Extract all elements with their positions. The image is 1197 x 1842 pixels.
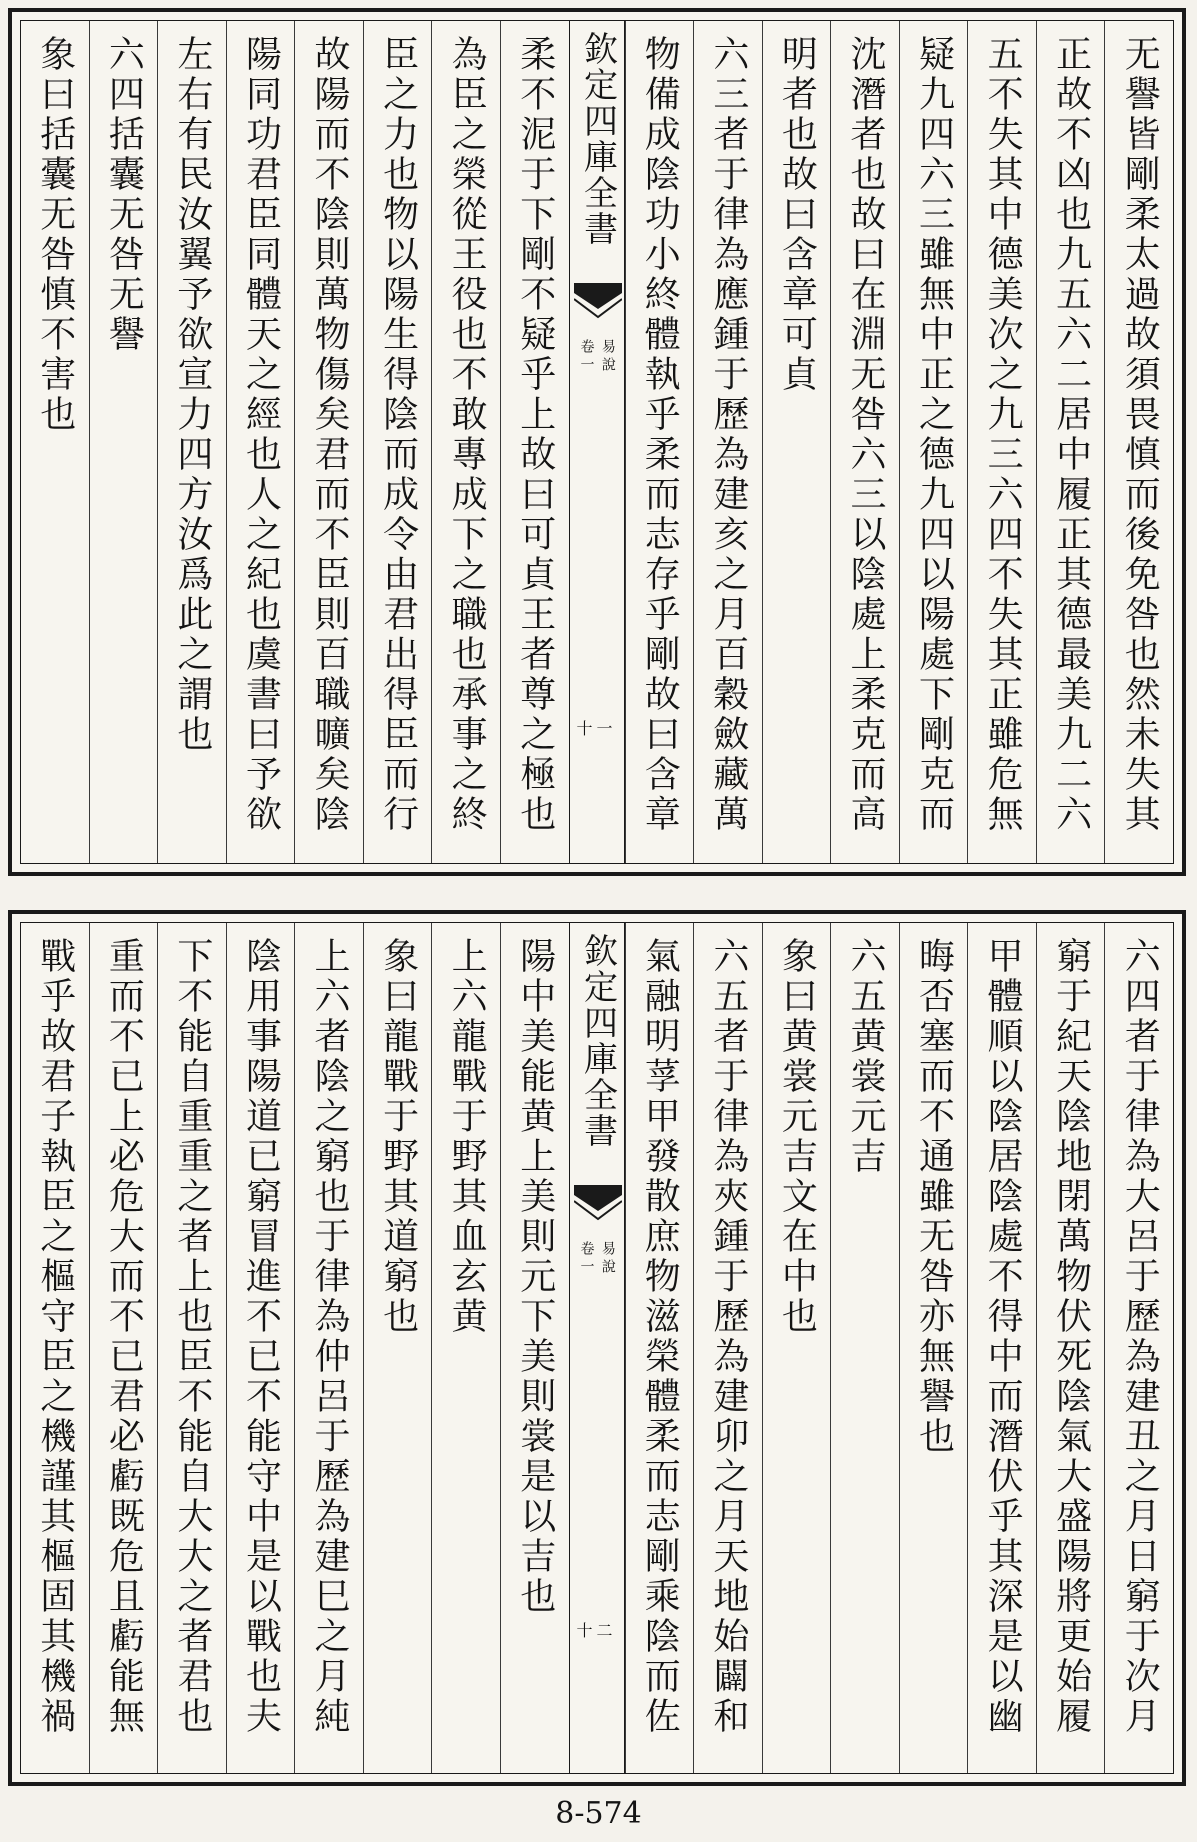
text-column: 氣融明莩甲發散庶物滋榮體柔而志剛乘陰而佐 bbox=[625, 923, 694, 1773]
text-column: 正故不凶也九五六二居中履正其德最美九二六 bbox=[1036, 21, 1105, 863]
text-column: 六四者于律為大呂于歷為建丑之月日窮于次月 bbox=[1104, 923, 1173, 1773]
text-column: 象曰龍戰于野其道窮也 bbox=[363, 923, 432, 1773]
fish-tail-mark-icon bbox=[574, 1185, 622, 1225]
fish-tail-mark-icon bbox=[574, 283, 622, 323]
text-column: 故陽而不陰則萬物傷矣君而不臣則百職曠矣陰 bbox=[294, 21, 363, 863]
text-column: 陽同功君臣同體天之經也人之紀也虞書曰予欲 bbox=[226, 21, 295, 863]
text-column: 陽中美能黄上美則元下美則裳是以吉也 bbox=[500, 923, 569, 1773]
text-column: 左右有民汝翼予欲宣力四方汝爲此之謂也 bbox=[157, 21, 226, 863]
bottom-page-frame bbox=[20, 922, 1174, 1774]
text-column: 六四括囊无咎无譽 bbox=[89, 21, 158, 863]
text-column: 窮于紀天陰地閉萬物伏死陰氣大盛陽將更始履 bbox=[1036, 923, 1105, 1773]
center-book-info bbox=[570, 339, 624, 375]
text-column: 无譽皆剛柔太過故須畏慎而後免咎也然未失其 bbox=[1104, 21, 1173, 863]
bottom-columns bbox=[21, 923, 1173, 1773]
text-column: 明者也故曰含章可貞 bbox=[762, 21, 831, 863]
center-volume: 卷一 bbox=[578, 339, 595, 375]
text-column: 甲體順以陰居陰處不得中而潛伏乎其深是以幽 bbox=[967, 923, 1036, 1773]
text-column: 上六龍戰于野其血玄黄 bbox=[431, 923, 500, 1773]
text-column: 為臣之榮從王役也不敢專成下之職也承事之終 bbox=[431, 21, 500, 863]
center-book-name: 易說 bbox=[599, 339, 616, 375]
text-column: 六三者于律為應鍾于歷為建亥之月百穀斂藏萬 bbox=[693, 21, 762, 863]
center-title: 欽定四庫全書 bbox=[577, 31, 618, 247]
center-margin bbox=[569, 21, 625, 863]
center-title: 欽定四庫全書 bbox=[577, 933, 618, 1149]
center-volume: 卷一 bbox=[578, 1241, 595, 1277]
text-column: 柔不泥于下剛不疑乎上故曰可貞王者尊之極也 bbox=[500, 21, 569, 863]
center-book-info bbox=[570, 1241, 624, 1277]
text-column: 上六者陰之窮也于律為仲呂于歷為建巳之月純 bbox=[294, 923, 363, 1773]
text-column: 六五者于律為夾鍾于歷為建卯之月天地始闢和 bbox=[693, 923, 762, 1773]
text-column: 象曰括囊无咎慎不害也 bbox=[34, 35, 76, 435]
text-column: 沈潛者也故曰在淵无咎六三以陰處上柔克而高 bbox=[830, 21, 899, 863]
text-column: 重而不已上必危大而不已君必虧既危且虧能無 bbox=[89, 923, 158, 1773]
text-column: 臣之力也物以陽生得陰而成令由君出得臣而行 bbox=[363, 21, 432, 863]
text-column: 晦否塞而不通雖无咎亦無譽也 bbox=[899, 923, 968, 1773]
center-book-name: 易說 bbox=[599, 1241, 616, 1277]
center-page-number: 十二 bbox=[576, 1621, 617, 1640]
center-page-number: 十一 bbox=[576, 719, 617, 738]
page-footer-number: 8-574 bbox=[555, 1796, 642, 1831]
text-column: 下不能自重重之者上也臣不能自大大之者君也 bbox=[157, 923, 226, 1773]
text-column: 戰乎故君子執臣之樞守臣之機謹其樞固其機禍 bbox=[34, 937, 76, 1737]
center-margin bbox=[569, 923, 625, 1773]
text-column: 六五黄裳元吉 bbox=[830, 923, 899, 1773]
text-column: 象曰黄裳元吉文在中也 bbox=[762, 923, 831, 1773]
text-column: 陰用事陽道已窮冒進不已不能守中是以戰也夫 bbox=[226, 923, 295, 1773]
top-page bbox=[8, 8, 1186, 876]
bottom-page bbox=[8, 910, 1186, 1786]
text-column: 五不失其中德美次之九三六四不失其正雖危無 bbox=[967, 21, 1036, 863]
top-columns bbox=[21, 21, 1173, 863]
text-column: 物備成陰功小終體執乎柔而志存乎剛故曰含章 bbox=[625, 21, 694, 863]
top-page-frame bbox=[20, 20, 1174, 864]
text-column: 疑九四六三雖無中正之德九四以陽處下剛克而 bbox=[899, 21, 968, 863]
